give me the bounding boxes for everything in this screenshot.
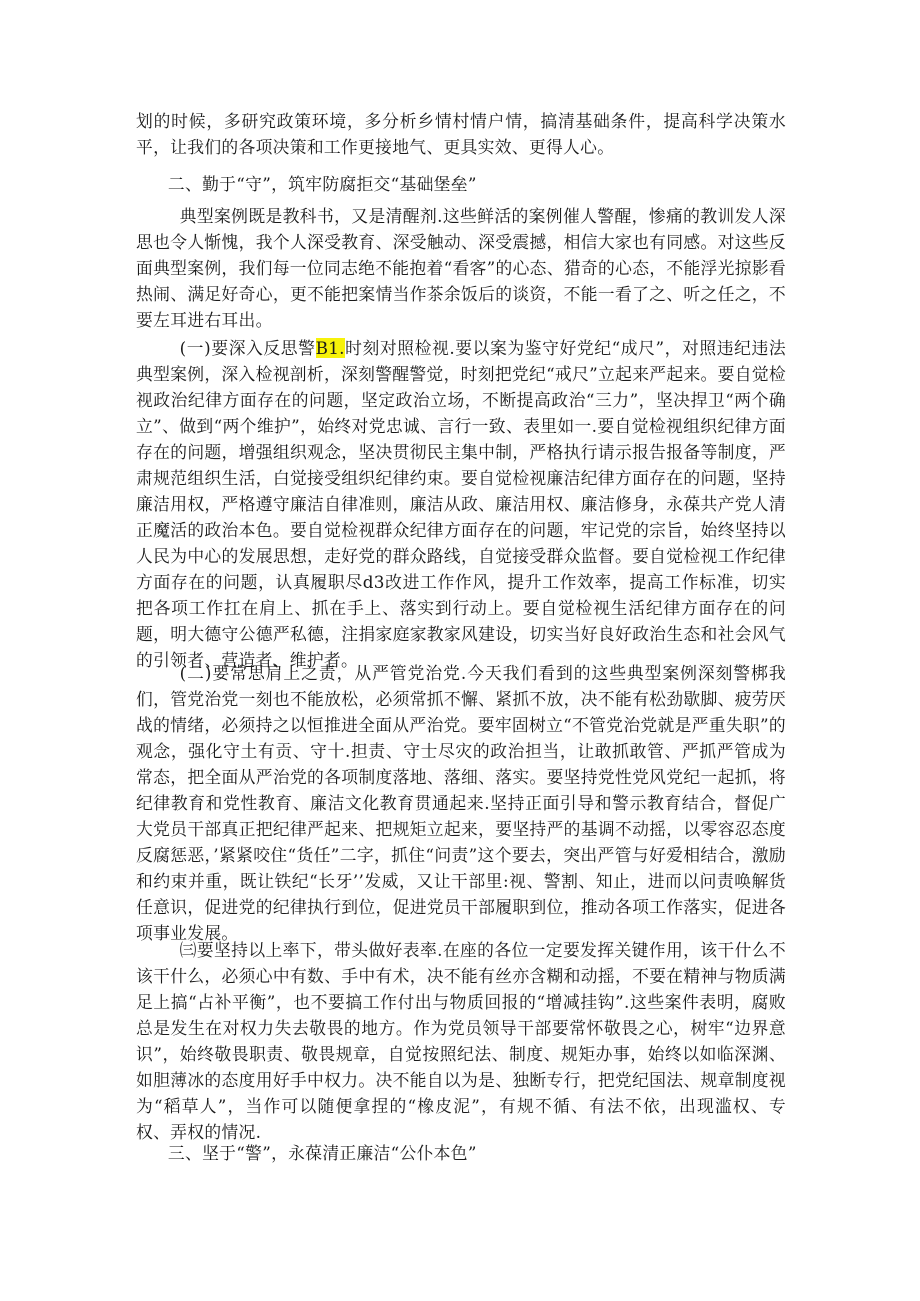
paragraph-intro: 划的时候，多研究政策环境，多分析乡情村情户情，搞清基础条件，提高科学决策水平，让我们的各项决策和工作更接地气、更具实效、更得人心。 [136, 111, 786, 157]
paragraph-reflect [136, 335, 786, 673]
highlighted-marker: B1. [315, 338, 345, 358]
paragraph-reflect-start: (一)要深入反思警 [179, 338, 316, 358]
paragraph-responsibility: (二)要常思肩上之责，从严管党治党.今天我们看到的这些典型案例深刻警梆我们，管党治党一刻也不能放松，必须常抓不懈、紧抓不放，决不能有松劲歇脚、疲劳厌战的情绪，必须持之以恒推进全面从严治党。要牢固树立“不管党治党就是严重失职”的观念，强化守土有贡、守十.担责、守士尽灾的政治担当，让敢抓敢管、严抓严管成为常态，把全面从严治党的各项制度落地、落细、落实。要坚持党性党风党纪一起抓，将纪律教育和党性教育、廉洁文化教育贯通起来.坚持正面引导和警示教育结合，督促广大党员干部真正把纪律严起来、把规矩立起来，要坚持严的基调不动摇，以零容忍态度反腐惩恶，’紧紧咬住“货任”二字，抓住“问责”这个要去，突出严管与好爱相结合，激励和约束并重，既让铁纪“长牙’’发威，又让干部里:视、警割、知止，进而以问责唤解货任意识，促进党的纪律执行到位，促进党员干部履职到位，推动各项工作落实，促进各项事业发展。 [136, 663, 786, 943]
paragraph-lead-by-example: ㈢要坚持以上率下，带头做好表率.在座的各位一定要发挥关键作用，该干什么不该干什么，必须心中有数、手中有术，决不能有丝亦含糊和动摇，不要在精神与物质满足上搞“占补平衡”，也不要搞工作付出与物质回报的“增减挂钩”.这些案件表明，腐败总是发生在对权力失去敬畏的地方。作为党员领导干部要常怀敬畏之心，树牢“边界意识”，始终敬畏职责、敬畏规章，自觉按照纪法、制度、规矩办事，始终以如临深渊、如胆薄冰的态度用好手中权力。决不能自以为是、独断专行，把党纪国法、规章制度视为“稻草人”，当作可以随便拿捏的“橡皮泥”，有规不循、有法不依，出现滥权、专权、弄权的情况. [136, 940, 786, 1142]
section-heading-3: 三、坚于“警”，永葆清正廉洁“公仆本色” [167, 1143, 477, 1163]
section-heading-2: 二、勤于“守”，筑牢防腐拒交“基础堡垒” [167, 174, 477, 194]
paragraph-reflect-rest: 时刻对照检视.要以案为鉴守好党纪“成尺”，对照违纪违法典型案例，深入检视剖析，深刻警醒警觉，时刻把党纪“戒尺”立起来严起来。要自觉检视政治纪律方面存在的问题，坚定政治立场，不断提高政治“三力”，坚决捍卫“两个确立”、做到“两个维护”，始终对党忠诚、言行一致、表里如一.要自觉检视组织纪律方面存在的问题，增强组织观念，坚决贯彻民主集中制，严格执行请示报告报备等制度，严肃规范组织生活，白觉接受组织纪律约束。要自觉检视廉洁纪律方面存在的问题，坚持廉洁用权，严格遵守廉洁自律准则，廉洁从政、廉洁用权、廉洁修身，永葆共产党人清正魔活的政治本色。要自觉检视群众纪律方面存在的问题，牢记党的宗旨，始终坚持以人民为中心的发展思想，走好党的群众路线，自觉接受群众监督。要自觉检视工作纪律方面存在的问题，认真履职尽d3改进工作作风，提升工作效率，提高工作标准，切实把各项工作扛在肩上、抓在手上、落实到行动上。要自觉检视生活纪律方面存在的问题，明大德守公德严私德，注捐家庭家教家风建设，切实当好良好政治生态和社会风气的引领者、营造者、维护者。 [136, 338, 786, 670]
paragraph-typical-cases: 典型案例既是教科书，又是清醒剂.这些鲜活的案例催人警醒，惨痛的教训发人深思也令人惭愧，我个人深受教育、深受触动、深受震撼，相信大家也有同感。对这些反面典型案例，我们每一位同志绝不能抱着“看客”的心态、猎奇的心态，不能浮光掠影看热闹、满足好奇心，更不能把案情当作茶余饭后的谈资，不能一看了之、听之任之，不要左耳进右耳出。 [136, 206, 786, 330]
